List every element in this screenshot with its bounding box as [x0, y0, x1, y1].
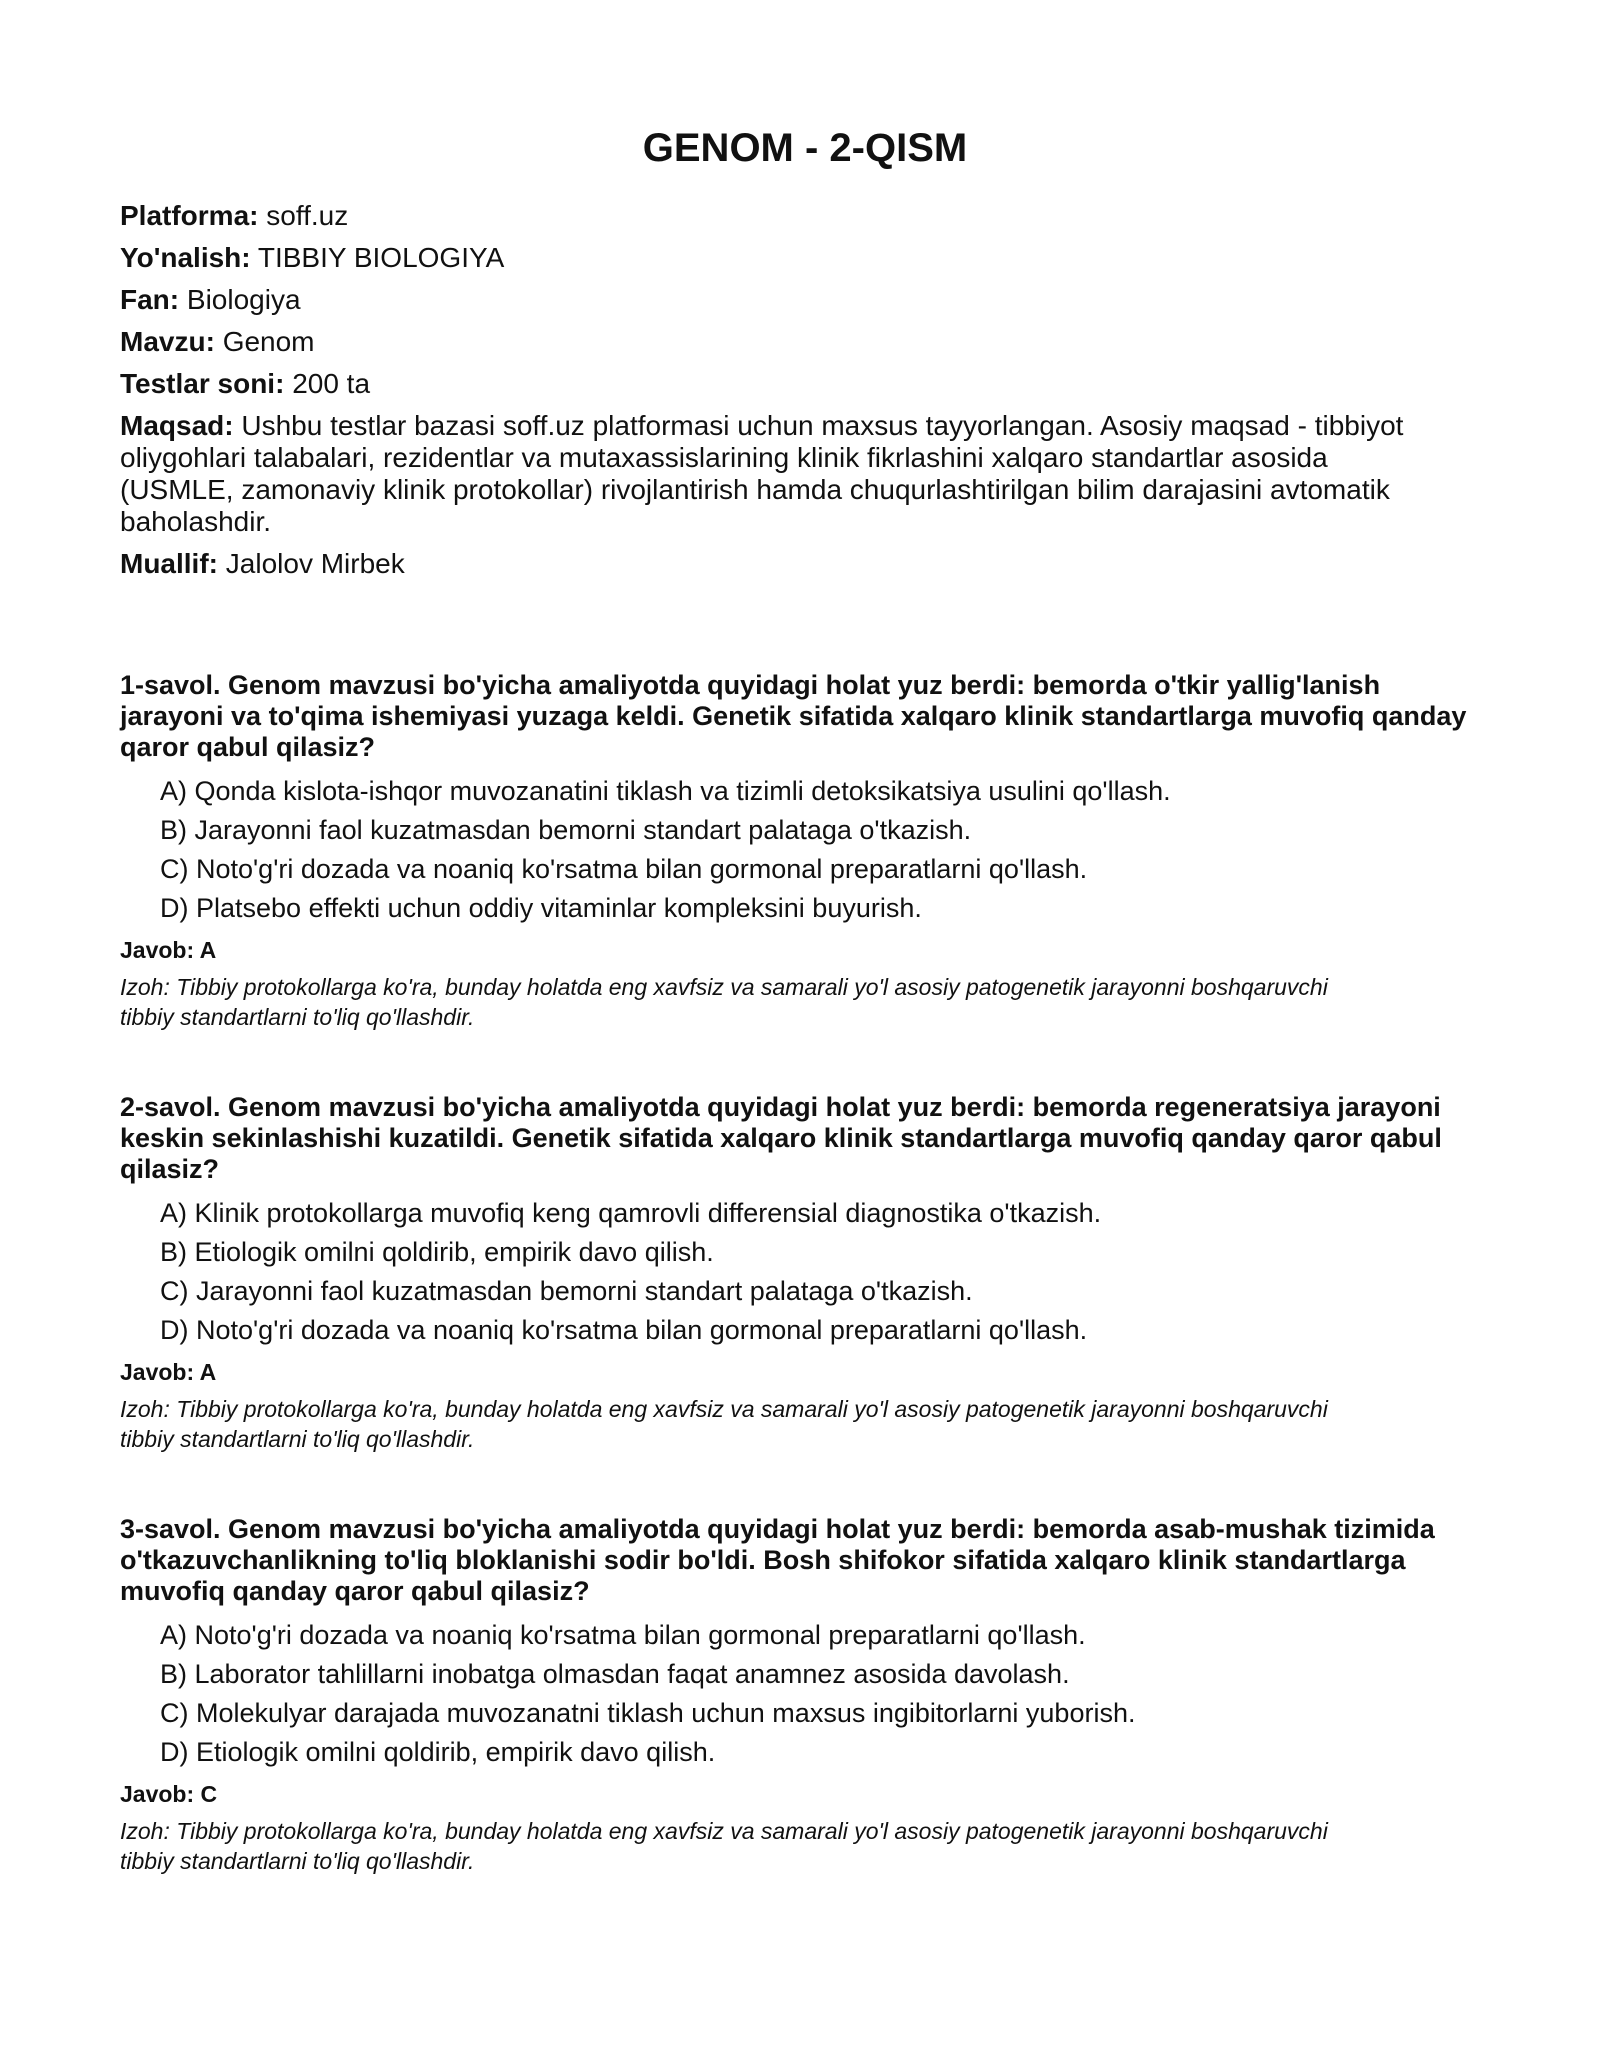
answer-label: Javob: A — [120, 937, 217, 963]
question-text: 1-savol. Genom mavzusi bo'yicha amaliyotda quyidagi holat yuz berdi: bemorda o'tkir yallig'lanish jarayoni va to'qima ishemiyasi yuzaga keldi. Genetik sifatida xalqaro klinik standartlarga muvofiq qanday qaror qabul qilasiz? — [120, 670, 1467, 762]
meta-label: Yo'nalish: — [120, 242, 251, 273]
option-b: B) Jarayonni faol kuzatmasdan bemorni standart palataga o'tkazish. — [160, 815, 972, 845]
meta-value: TIBBIY BIOLOGIYA — [257, 242, 505, 273]
question-3 — [120, 1514, 1490, 1876]
meta-value: Biologiya — [186, 284, 301, 315]
question-1 — [120, 670, 1490, 1032]
meta-value: Genom — [222, 326, 315, 357]
meta-label: Testlar soni: — [120, 368, 285, 399]
meta-value: Ushbu testlar bazasi soff.uz platformasi uchun maxsus tayyorlangan. Asosiy maqsad - tibbiyot oliygohlari talabalari, rezidentlar va mutaxassislarining klinik fikrlashini xalqaro standartlar asosida (USMLE, zamonaviy klinik protokollar) rivojlantirish hamda chuqurlashtirilgan bilim darajasini avtomatik baholashdir. — [120, 410, 1404, 537]
option-c: C) Noto'g'ri dozada va noaniq ko'rsatma bilan gormonal preparatlarni qo'llash. — [160, 854, 1088, 884]
explanation-text: Izoh: Tibbiy protokollarga ko'ra, bunday holatda eng xavfsiz va samarali yo'l asosiy patogenetik jarayonni boshqaruvchi tibbiy standartlarni to'liq qo'llashdir. — [120, 1818, 1328, 1874]
meta-label: Fan: — [120, 284, 180, 315]
option-c: C) Jarayonni faol kuzatmasdan bemorni standart palataga o'tkazish. — [160, 1276, 973, 1306]
answer-label: Javob: A — [120, 1359, 217, 1385]
page-title: GENOM - 2-QISM — [642, 126, 968, 170]
meta-label: Maqsad: — [120, 410, 234, 441]
option-a: A) Qonda kislota-ishqor muvozanatini tiklash va tizimli detoksikatsiya usulini qo'llash. — [160, 776, 1171, 806]
option-d: D) Platsebo effekti uchun oddiy vitaminlar kompleksini buyurish. — [160, 893, 922, 923]
option-b: B) Etiologik omilni qoldirib, empirik davo qilish. — [160, 1237, 714, 1267]
question-text: 3-savol. Genom mavzusi bo'yicha amaliyotda quyidagi holat yuz berdi: bemorda asab-mushak tizimida o'tkazuvchanlikning to'liq bloklanishi sodir bo'ldi. Bosh shifokor sifatida xalqaro klinik standartlarga muvofiq qanday qaror qabul qilasiz? — [120, 1514, 1435, 1606]
meta-direction — [120, 242, 1440, 274]
meta-label: Muallif: — [120, 548, 218, 579]
meta-subject — [120, 284, 1440, 316]
meta-platform — [120, 200, 1440, 232]
option-d: D) Noto'g'ri dozada va noaniq ko'rsatma bilan gormonal preparatlarni qo'llash. — [160, 1315, 1088, 1345]
meta-author — [120, 548, 1440, 580]
option-list — [120, 775, 1490, 924]
meta-label: Platforma: — [120, 200, 259, 231]
option-a: A) Noto'g'ri dozada va noaniq ko'rsatma bilan gormonal preparatlarni qo'llash. — [160, 1620, 1086, 1650]
meta-topic — [120, 326, 1440, 358]
question-2 — [120, 1092, 1490, 1454]
option-list — [120, 1197, 1490, 1346]
explanation-text: Izoh: Tibbiy protokollarga ko'ra, bunday holatda eng xavfsiz va samarali yo'l asosiy patogenetik jarayonni boshqaruvchi tibbiy standartlarni to'liq qo'llashdir. — [120, 1396, 1328, 1452]
option-b: B) Laborator tahlillarni inobatga olmasdan faqat anamnez asosida davolash. — [160, 1659, 1070, 1689]
question-list — [120, 670, 1490, 1936]
option-a: A) Klinik protokollarga muvofiq keng qamrovli differensial diagnostika o'tkazish. — [160, 1198, 1102, 1228]
question-text: 2-savol. Genom mavzusi bo'yicha amaliyotda quyidagi holat yuz berdi: bemorda regeneratsiya jarayoni keskin sekinlashishi kuzatildi. Genetik sifatida xalqaro klinik standartlarga muvofiq qanday qaror qabul qilasiz? — [120, 1092, 1442, 1184]
document-meta — [120, 200, 1440, 590]
explanation-text: Izoh: Tibbiy protokollarga ko'ra, bunday holatda eng xavfsiz va samarali yo'l asosiy patogenetik jarayonni boshqaruvchi tibbiy standartlarni to'liq qo'llashdir. — [120, 974, 1328, 1030]
meta-purpose — [120, 410, 1440, 538]
meta-value: soff.uz — [266, 200, 349, 231]
option-list — [120, 1619, 1490, 1768]
meta-value: Jalolov Mirbek — [225, 548, 405, 579]
meta-test-count — [120, 368, 1440, 400]
option-d: D) Etiologik omilni qoldirib, empirik davo qilish. — [160, 1737, 716, 1767]
meta-value: 200 ta — [292, 368, 371, 399]
meta-label: Mavzu: — [120, 326, 215, 357]
answer-label: Javob: C — [120, 1781, 218, 1807]
option-c: C) Molekulyar darajada muvozanatni tiklash uchun maxsus ingibitorlarni yuborish. — [160, 1698, 1136, 1728]
